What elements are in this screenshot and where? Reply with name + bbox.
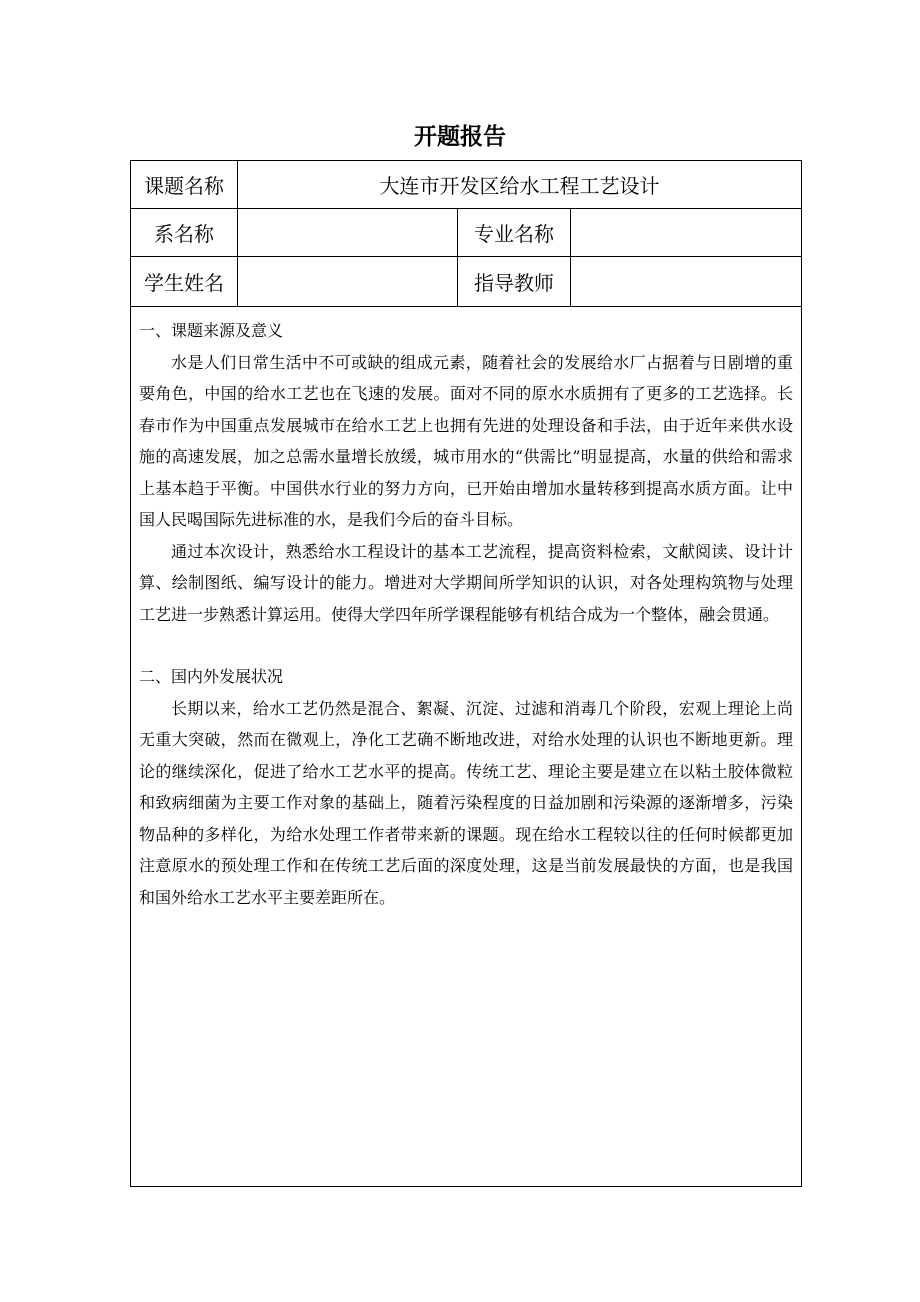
report-form <box>130 160 802 1187</box>
page-title: 开题报告 <box>414 124 506 150</box>
section-paragraph: 水是人们日常生活中不可或缺的组成元素，随着社会的发展给水厂占据着与日剧增的重要角色，中国的给水工艺也在飞速的发展。面对不同的原水水质拥有了更多的工艺选择。长春市作为中国重点发展城市在给水工艺上也拥有先进的处理设备和手法，由于近年来供水设施的高速发展，加之总需水量增长放缓，城市用水的“供需比”明显提高，水量的供给和需求上基本趋于平衡。中国供水行业的努力方向，已开始由增加水量转移到提高水质方面。让中国人民喝国际先进标准的水，是我们今后的奋斗目标。 <box>139 352 793 529</box>
major-label: 专业名称 <box>458 209 571 256</box>
major-value <box>571 209 801 256</box>
section-heading: 一、课题来源及意义 <box>139 321 284 340</box>
report-body <box>131 307 801 913</box>
section-paragraph: 长期以来，给水工艺仍然是混合、絮凝、沉淀、过滤和消毒几个阶段，宏观上理论上尚无重大突破，然而在微观上，净化工艺确不断地改进，对给水处理的认识也不断地更新。理论的继续深化，促进了给水工艺水平的提高。传统工艺、理论主要是建立在以粘土胶体微粒和致病细菌为主要工作对象的基础上，随着污染程度的日益加剧和污染源的逐渐增多，污染物品种的多样化，为给水处理工作者带来新的课题。现在给水工程较以往的任何时候都更加注意原水的预处理工作和在传统工艺后面的深度处理，这是当前发展最快的方面，也是我国和国外给水工艺水平主要差距所在。 <box>139 698 793 907</box>
section-paragraph: 通过本次设计，熟悉给水工程设计的基本工艺流程，提高资料检索，文献阅读、设计计算、绘制图纸、编写设计的能力。增进对大学期间所学知识的认识，对各处理构筑物与处理工艺进一步熟悉计算运用。使得大学四年所学课程能够有机结合成为一个整体，融会贯通。 <box>139 541 793 624</box>
department-row <box>131 209 801 257</box>
section-spacer <box>139 630 793 661</box>
topic-label: 课题名称 <box>131 161 238 208</box>
section-heading: 二、国内外发展状况 <box>139 667 284 686</box>
department-value <box>238 209 458 256</box>
advisor-value <box>571 257 801 306</box>
student-label: 学生姓名 <box>131 257 238 306</box>
student-value <box>238 257 458 306</box>
student-row <box>131 257 801 307</box>
topic-value: 大连市开发区给水工程工艺设计 <box>379 174 660 198</box>
advisor-label: 指导教师 <box>458 257 571 306</box>
topic-row <box>131 161 801 209</box>
department-label: 系名称 <box>131 209 238 256</box>
